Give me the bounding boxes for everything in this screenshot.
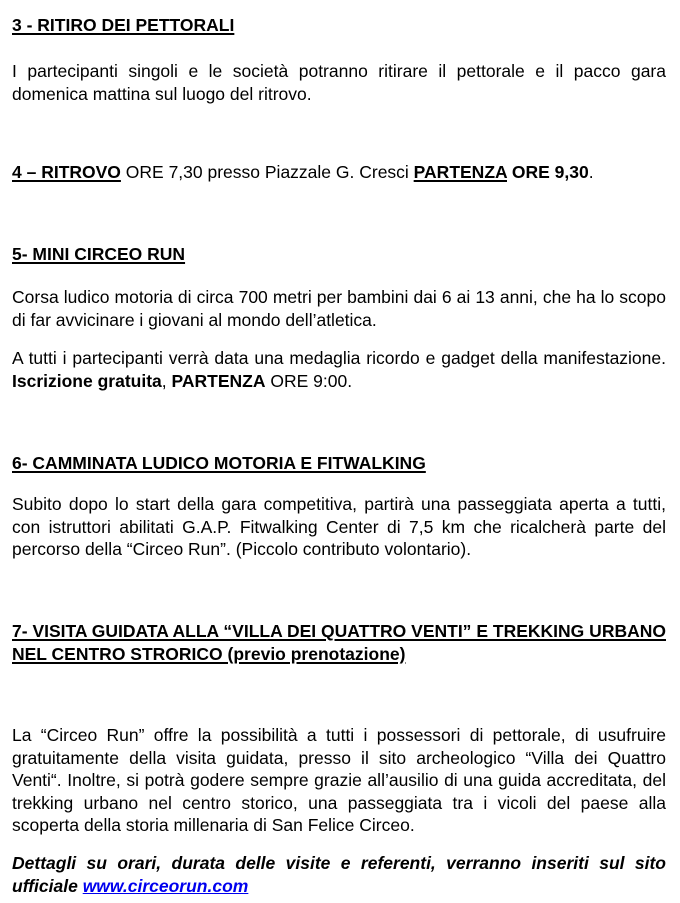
- section-7-heading-text: 7- VISITA GUIDATA ALLA “VILLA DEI QUATTRO VENTI” E TREKKING URBANO NEL CENTRO STRORICO (previo prenotazione): [12, 621, 666, 664]
- section-7-note-text: Dettagli su orari, durata delle visite e referenti, verranno inseriti sul sito ufficiale: [12, 853, 666, 896]
- section-5-heading: [12, 243, 666, 266]
- section-7-heading: [12, 620, 666, 665]
- section-3-body: I partecipanti singoli e le società potranno ritirare il pettorale e il pacco gara domenica mattina sul luogo del ritrovo.: [12, 61, 666, 104]
- section-4-end: .: [588, 162, 594, 182]
- section-4-meeting-time: ORE 7,30 presso Piazzale G. Cresci: [120, 162, 414, 182]
- section-4-start-time: ORE 9,30: [507, 162, 589, 182]
- section-5-heading-text: 5- MINI CIRCEO RUN: [12, 244, 186, 264]
- section-7-body: La “Circeo Run” offre la possibilità a tutti i possessori di pettorale, di usufruire gratuitamente della visita guidata, presso il sito archeologico “Villa dei Quattro Venti“. Inoltre, si potrà godere sempre grazie all’ausilio di una guida accreditata, del trekking urbano nel centro storico, una passeggiata tra i vicoli del paese alla scoperta della storia millenaria di San Felice Circeo.: [12, 725, 666, 835]
- section-3-heading-text: 3 - RITIRO DEI PETTORALI: [12, 15, 235, 35]
- section-5-paragraph-2: [12, 347, 666, 392]
- section-6-heading-text: 6- CAMMINATA LUDICO MOTORIA E FITWALKING: [12, 453, 426, 473]
- section-5-medal-text: A tutti i partecipanti verrà data una medaglia ricordo e gadget della manifestazione.: [12, 348, 666, 368]
- section-3-heading: [12, 14, 666, 37]
- section-4-line: [12, 161, 666, 184]
- website-link[interactable]: www.circeorun.com: [82, 875, 249, 896]
- section-5-start-time: ORE 9:00.: [265, 370, 353, 391]
- section-6-heading: [12, 452, 666, 475]
- section-5-separator: ,: [161, 370, 172, 391]
- section-7-note: [12, 852, 666, 897]
- section-4-label: 4 – RITROVO: [12, 162, 121, 182]
- section-4-start-label: PARTENZA: [413, 162, 507, 182]
- section-5-start-label: PARTENZA: [171, 370, 266, 391]
- section-6-body: Subito dopo lo start della gara competitiva, partirà una passeggiata aperta a tutti, con istruttori abilitati G.A.P. Fitwalking Center di 7,5 km che ricalcherà parte del percorso della “Circeo Run”. (Piccolo contributo volontario).: [12, 494, 666, 559]
- section-5-free-entry: Iscrizione gratuita: [12, 370, 162, 391]
- section-5-paragraph-1: Corsa ludico motoria di circa 700 metri per bambini dai 6 ai 13 anni, che ha lo scopo di far avvicinare i giovani al mondo dell’atletica.: [12, 287, 666, 330]
